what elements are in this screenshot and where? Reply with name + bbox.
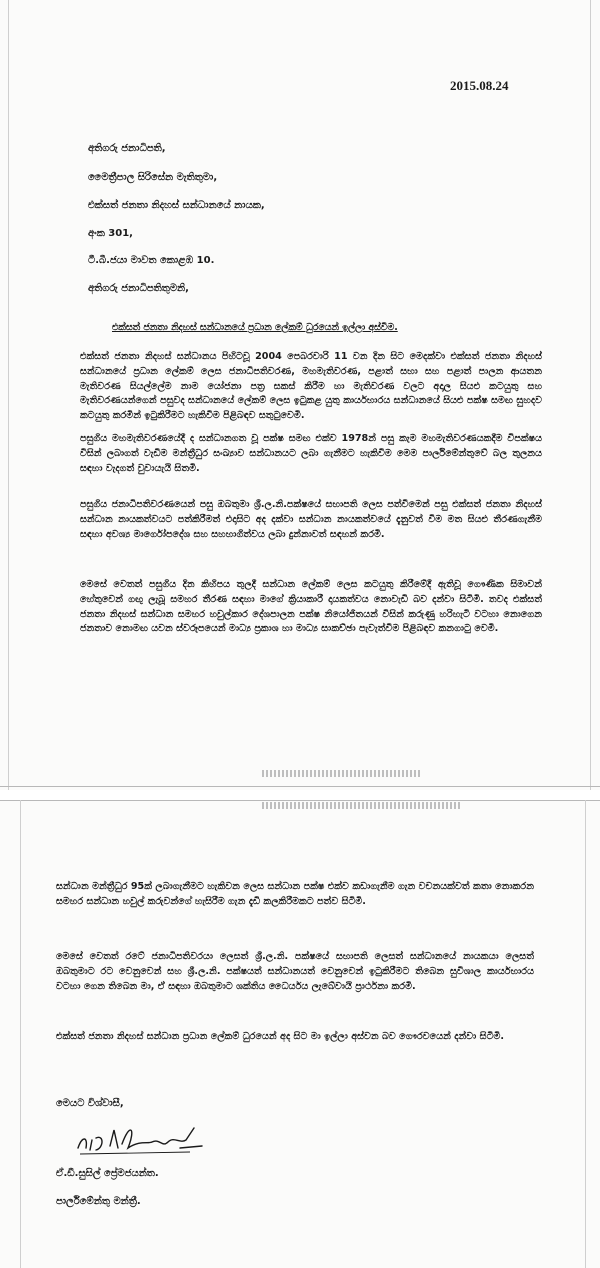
scan-edge-left: [20, 800, 21, 1268]
page-edge-top: [0, 800, 600, 801]
subject-line: එක්සත් ජනතා නිදහස් සන්ධානයේ ප්‍රධාන ලේකම් ධුරයෙන් ඉල්ලා අස්වීම.: [112, 322, 398, 333]
scan-artifact: [262, 770, 422, 777]
signature-image: [70, 1118, 210, 1162]
letter-date: 2015.08.24: [450, 78, 509, 93]
address-line-2: මෛත්‍රීපාල සිරිසේන මැතිතුමා,: [88, 172, 218, 183]
paragraph-6: මෙසේ වෙතත් රටේ ජනාධිපතිවරයා ලෙසත් ශ්‍රී.ල.නි. පක්ෂයේ සභාපති ලෙසත් සන්ධානයේ නායකයා ලෙසත් ඔබතුමාට රට වෙනුවෙන් සහ ශ්‍රී.ල.නි. පක්ෂයත් සන්ධානයත් වෙනුවෙන් ඉටුකිරීමට තිබෙන සුවිශාල කාර්යභාරය වටහා ගෙන තිබෙන මා, ඒ සඳහා ඔබතුමාට ශක්තිය ධෛර්යය ලැබේවායි ප්‍රාර්ථනා කරමි.: [56, 951, 534, 992]
address-line-1: අතිගරු ජනාධිපති,: [88, 143, 166, 154]
address-line-4: අංක 301,: [88, 228, 133, 239]
paragraph-2: පසුගිය මහමැතිවරණයේදී ද සන්ධානගත වූ පක්ෂ සමඟ එක්ව 1978න් පසු කැම මහමැතිවරණයකදීම විපක්ෂය විසින් ලබාගත් වැඩිම මන්ත්‍රීධුර සංඛ්‍යාව සන්ධානයට ලබා ගැනීමට හැකිවීම මෙම පාර්ලිමේන්තුවේ බල තුලනය සඳහා වැදගත් වුවායැයි සිතමි.: [80, 433, 542, 474]
scan-edge-right: [590, 0, 591, 790]
page-gap: [0, 790, 600, 800]
signer-title: පාර්ලිමේන්තු මන්ත්‍රී.: [56, 1196, 141, 1207]
salutation: අතිගරු ජනාධිපතිතුමනි,: [88, 283, 189, 294]
scan-edge-left: [8, 0, 9, 790]
paragraph-1: එක්සත් ජනතා නිදහස් සන්ධානය පිහිටවූ 2004 පෙබරවාරි 11 වන දින සිට මෙදක්වා එක්සත් ජනතා නිදහස් සන්ධානයේ ප්‍රධාන ලේකම් ලෙස ජනාධිපතිවරණ, මහමැතිවරණ, පළාත් සභා සහ පළාත් පාලන ආයතන මැතිවරණ සියල්ලේම නාම යෝජනා පත්‍ර සකස් කිරීම හා මැතිවරණ වලට අදාල සියළු කටයුතු සහ මැතිවරණයන්ගෙන් පසුවද සන්ධානයේ ලේකම් ලෙස ඉටුකළ යුතු කාර්යභාරය සන්ධානයේ සියළු පක්ෂ සමඟ සුහදව කටයුතු කරමින් ඉටුකිරීමට හැකිවීම පිළිබඳව සතුටුවෙමි.: [80, 351, 542, 422]
page-edge-bottom: [0, 786, 600, 787]
paragraph-4: මෙසේ වෙතත් පසුගිය දින කිහිපය තුලදී සන්ධාන ලේකම් ලෙස කටයුතු කිරීමේදී ඇතිවූ ගෞණික සිමාවන් හේතුවෙන් ගඟු ලැබූ සමහර තීරණ සඳහා මාගේ ක්‍රියාකාරී දායකත්වය නොවැඩි බව දන්වා සිටිමි. තවද එක්සත් ජනතා නිදහස් සන්ධාන සමහර හවුල්කාර දේශපාලන පක්ෂ නියෝජිතයන් විසින් කරුණු හරිහැටි වටහා නොගෙන ජනතාව නොමඟ යවන ස්වරූපයෙන් මාධ්‍ය ප්‍රකාශ හා මාධ්‍ය සාකච්ඡා පැවැත්වීම පිළිබඳව කනගාටු වෙමි.: [80, 579, 542, 635]
scan-edge-right: [585, 800, 586, 1268]
signature-stroke: [78, 1128, 202, 1150]
signer-name: ඒ.ඩී.සුසිල් ප්‍රේමජයන්ත.: [56, 1168, 159, 1179]
signature-underline: [80, 1152, 190, 1154]
paragraph-5: සන්ධාන මන්ත්‍රීධුර 95ක් ලබාගැනීමට හැකිවන ලෙස සන්ධාන පක්ෂ එක්ව කඩාගැනීම ගැන වචනයක්වත් කතා නොකරන සමහර සන්ධාන හවුල් කරුවන්ගේ හැසිරීම ගැන දැඩි කලකිරීමකට පත්ව සිටිමි.: [56, 881, 534, 907]
paragraph-7: එක්සත් ජනතා නිදහස් සන්ධාන ප්‍රධාන ලේකම් ධුරයෙන් අද සිට මා ඉල්ලා අස්වන බව ගෞරවයෙන් දන්වා සිටිමි.: [56, 1031, 505, 1042]
closing-line: මෙයට විශ්වාසී,: [56, 1098, 124, 1109]
address-line-5: ටී.බී.ජයා මාවත කොළඹ 10.: [88, 255, 215, 266]
address-line-3: එක්සත් ජනතා නිදහස් සන්ධානයේ නායක,: [88, 200, 265, 211]
scan-artifact-top: [262, 802, 462, 809]
paragraph-3: පසුගිය ජනාධිපතිවරණයෙන් පසු ඔබතුමා ශ්‍රී.ල.නි.පක්ෂයේ සභාපති ලෙස පත්වීමෙන් පසු එක්සත් ජනතා නිදහස් සන්ධාන නායකත්වයට පත්කිරීමත් එදාසිට අද දක්වා සන්ධාන නායකත්වයේ දැනුවත් වීම මත සියළු තීරණගැනීම සඳහා අවශ්‍ය මාර්ගෝපදේශ සහ සහභාගිත්වය ලබා දුන්නාවත් සඳහන් කරමි.: [80, 499, 542, 540]
